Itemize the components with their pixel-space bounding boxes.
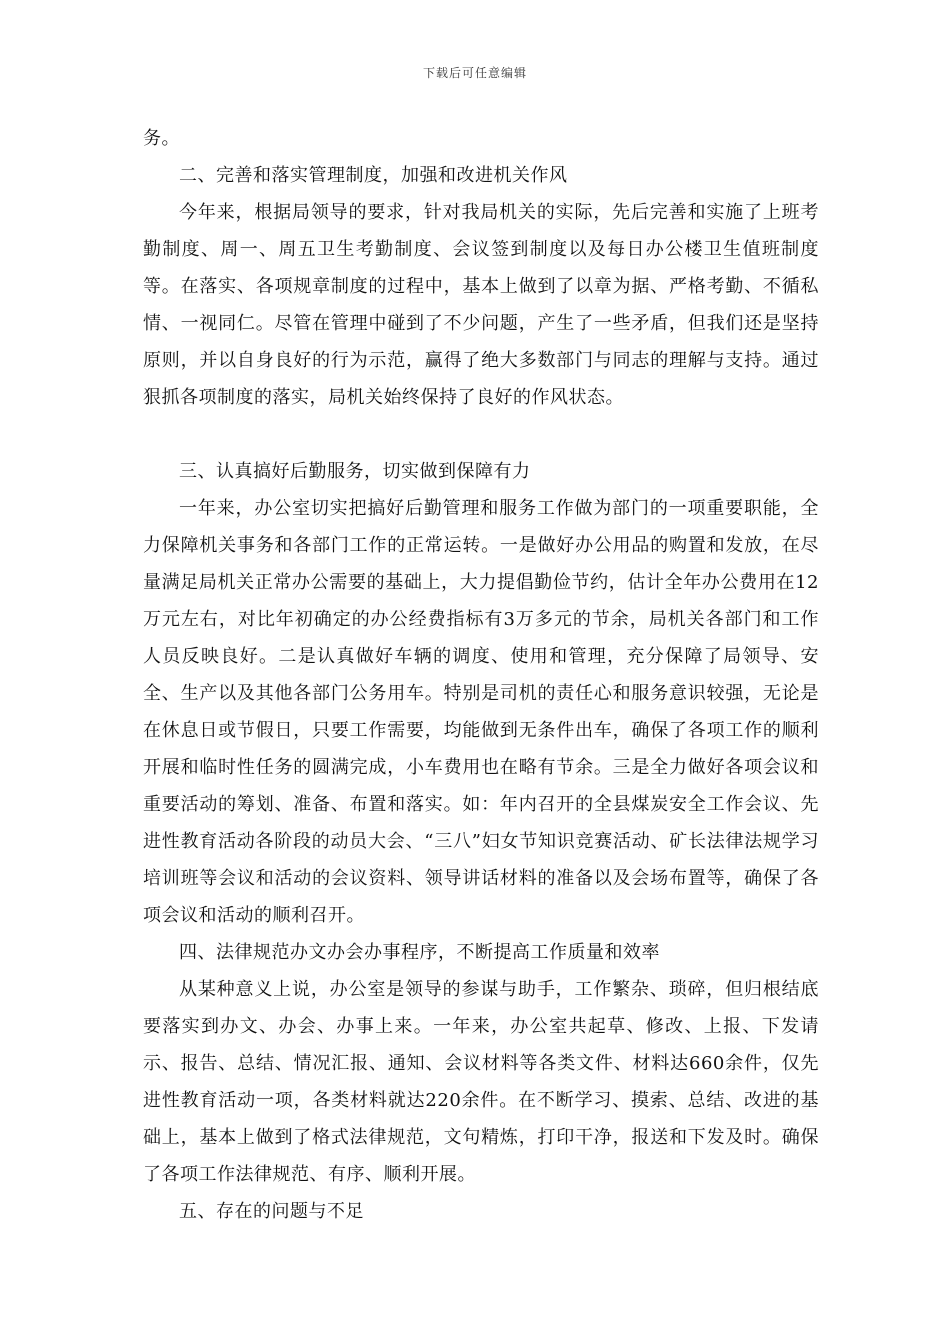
section-heading-3: 三、认真搞好后勤服务，切实做到保障有力 xyxy=(179,461,531,482)
section-heading-5: 五、存在的问题与不足 xyxy=(179,1201,364,1222)
section-heading-4: 四、法律规范办文办会办事程序，不断提高工作质量和效率 xyxy=(179,942,660,963)
section-heading-2: 二、完善和落实管理制度，加强和改进机关作风 xyxy=(179,165,568,186)
paragraph-continuation: 务。 xyxy=(143,128,180,149)
paragraph-section-4: 从某种意义上说，办公室是领导的参谋与助手，工作繁杂、琐碎，但归根结底要落实到办文、办会、办事上来。一年来，办公室共起草、修改、上报、下发请示、报告、总结、情况汇报、通知、会议材料等各类文件、材料达660余件，仅先进性教育活动一项，各类材料就达220余件。在不断学习、摸索、总结、改进的基础上，基本上做到了格式法律规范，文句精炼，打印干净，报送和下发及时。确保了各项工作法律规范、有序、顺利开展。 xyxy=(143,979,819,1185)
paragraph-section-3: 一年来，办公室切实把搞好后勤管理和服务工作做为部门的一项重要职能，全力保障机关事务和各部门工作的正常运转。一是做好办公用品的购置和发放，在尽量满足局机关正常办公需要的基础上，大力提倡勤俭节约，估计全年办公费用在12万元左右，对比年初确定的办公经费指标有3万多元的节余，局机关各部门和工作人员反映良好。二是认真做好车辆的调度、使用和管理，充分保障了局领导、安全、生产以及其他各部门公务用车。特别是司机的责任心和服务意识较强，无论是在休息日或节假日，只要工作需要，均能做到无条件出车，确保了各项工作的顺利开展和临时性任务的圆满完成，小车费用也在略有节余。三是全力做好各项会议和重要活动的筹划、准备、布置和落实。如：年内召开的全县煤炭安全工作会议、先进性教育活动各阶段的动员大会、“三八”妇女节知识竞赛活动、矿长法律法规学习培训班等会议和活动的会议资料、领导讲话材料的准备以及会场布置等，确保了各项会议和活动的顺利召开。 xyxy=(143,498,819,926)
paragraph-section-2: 今年来，根据局领导的要求，针对我局机关的实际，先后完善和实施了上班考勤制度、周一、周五卫生考勤制度、会议签到制度以及每日办公楼卫生值班制度等。在落实、各项规章制度的过程中，基本上做到了以章为据、严格考勤、不循私情、一视同仁。尽管在管理中碰到了不少问题，产生了一些矛盾，但我们还是坚持原则，并以自身良好的行为示范，赢得了绝大多数部门与同志的理解与支持。通过狠抓各项制度的落实，局机关始终保持了良好的作风状态。 xyxy=(143,202,819,408)
document-body xyxy=(143,120,819,1230)
page-header-note: 下载后可任意编辑 xyxy=(422,66,527,80)
